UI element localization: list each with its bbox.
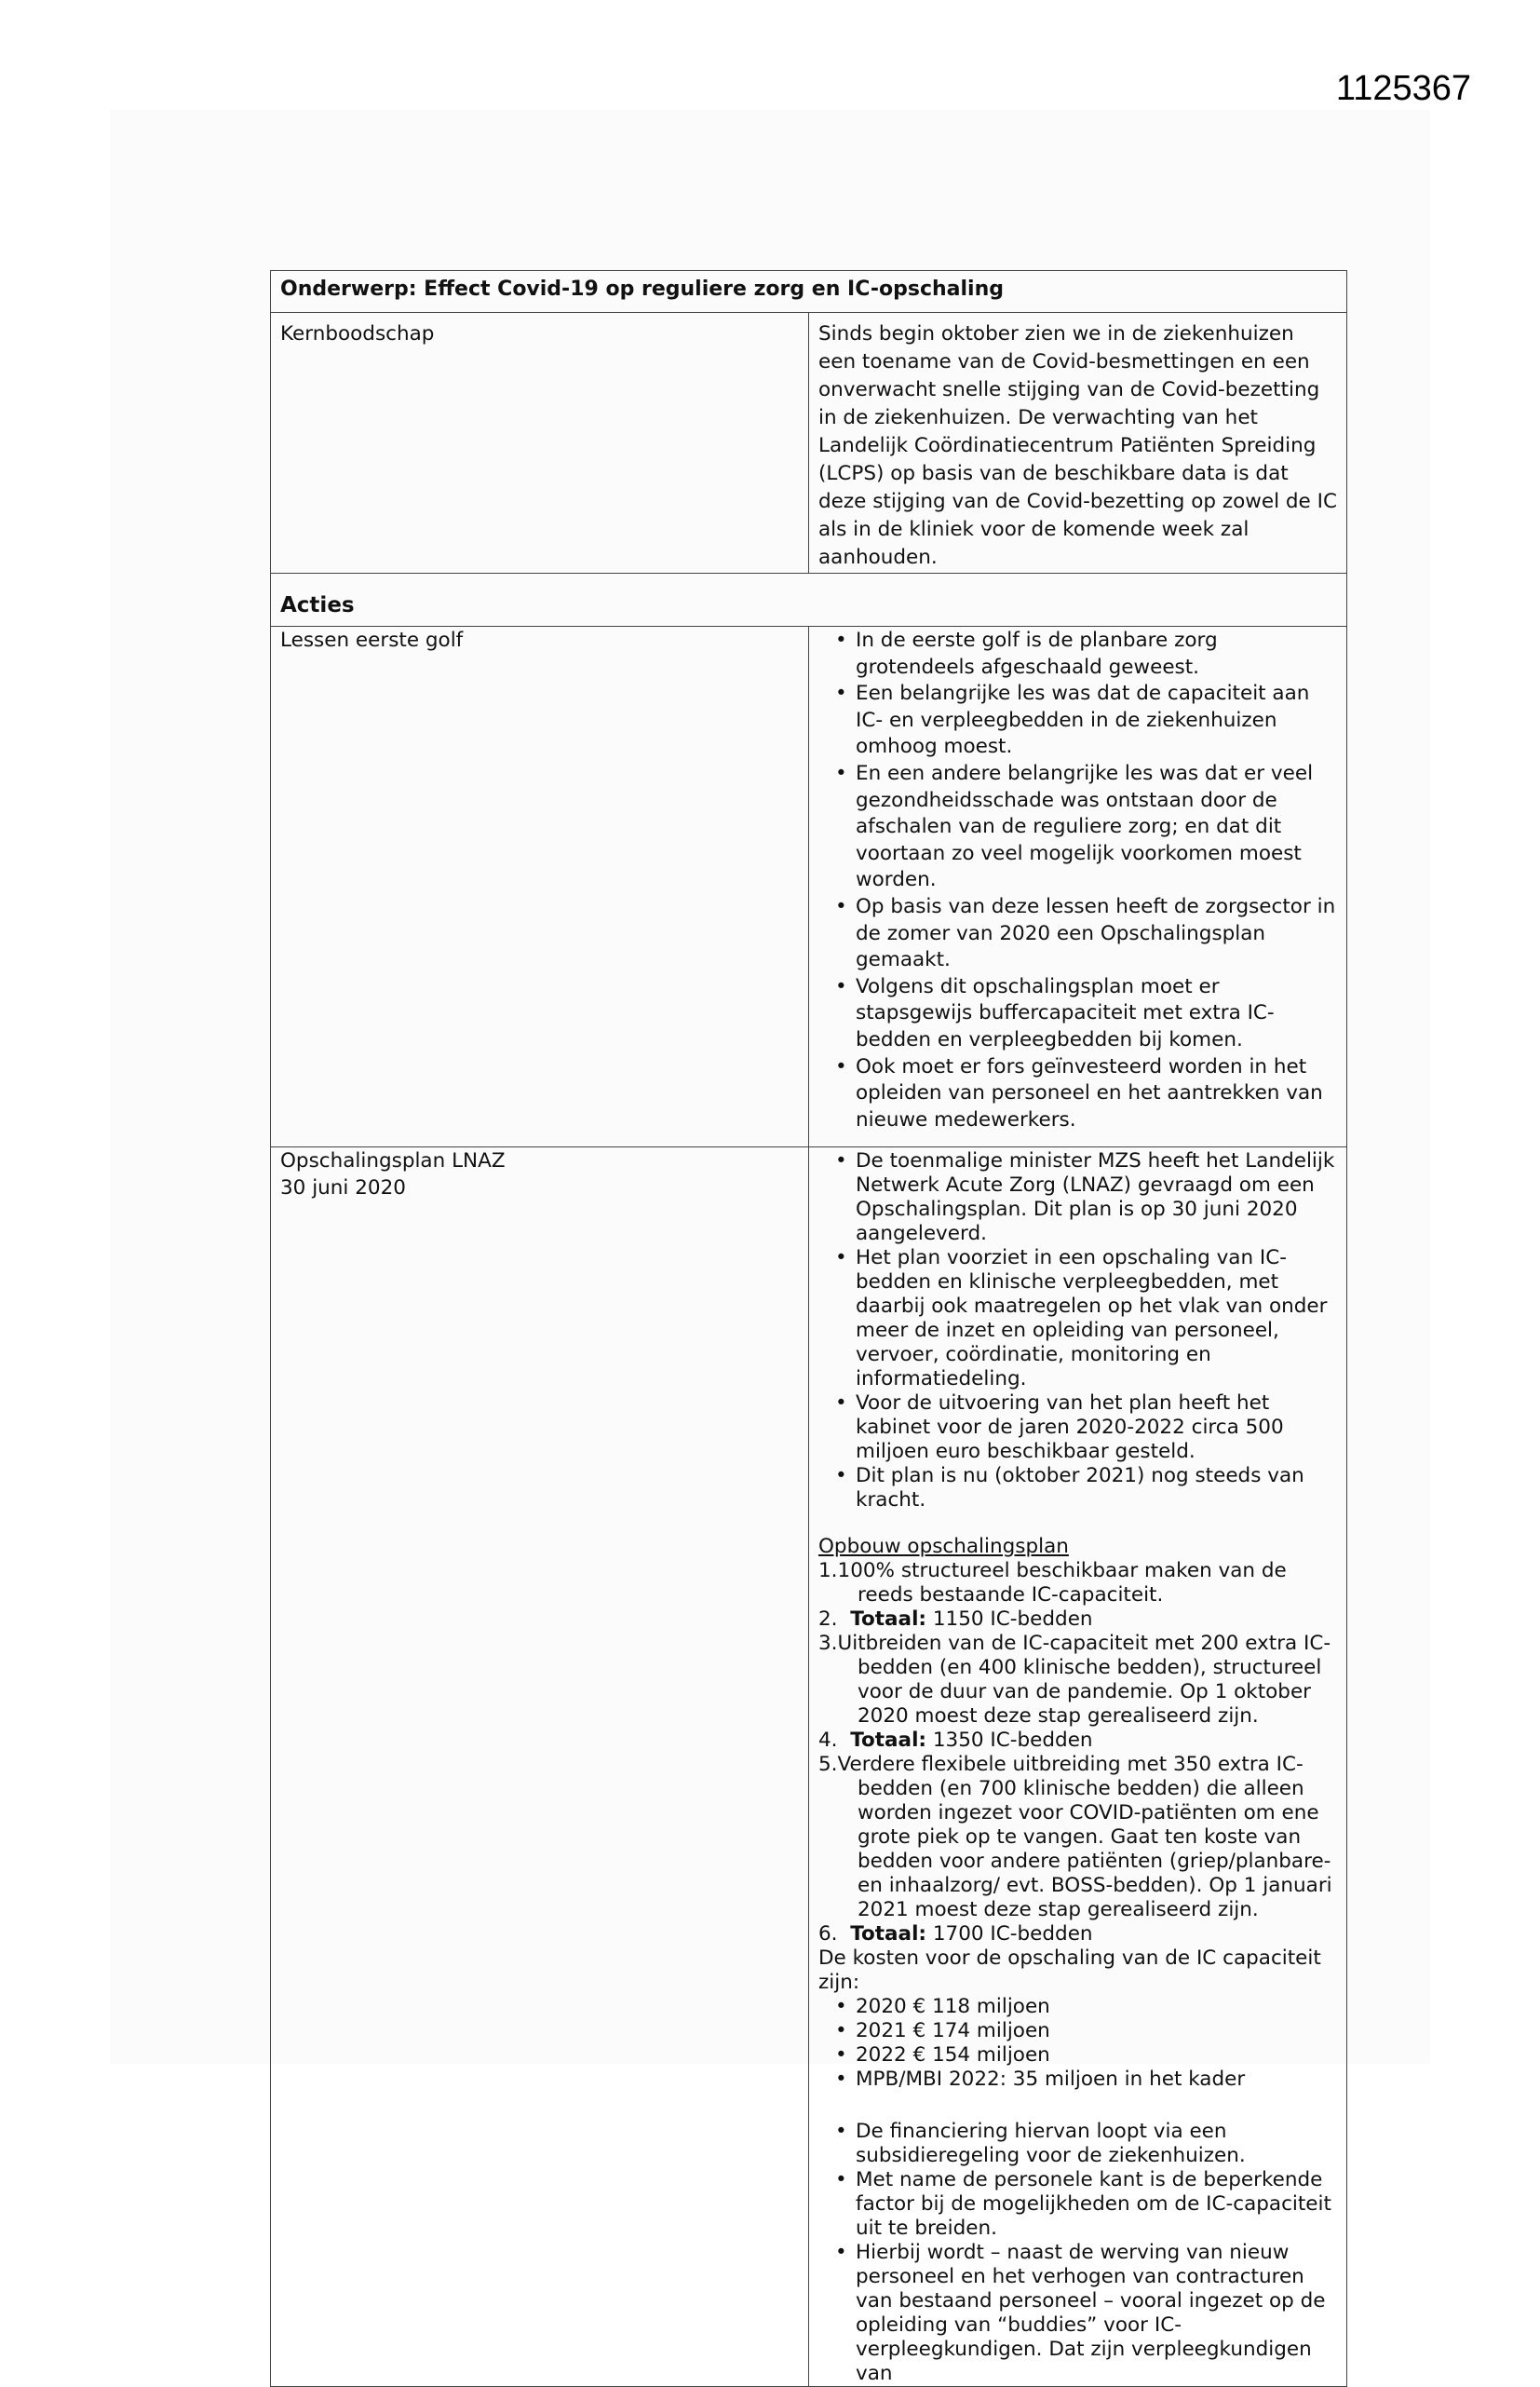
list-item: • MPB/MBI 2022: 35 miljoen in het kader (818, 2068, 1337, 2092)
kernboodschap-text: Sinds begin oktober zien we in de ziekenhuizen een toename van de Covid-besmettingen en een onverwacht snelle stijging van de Covid-bezetting in de ziekenhuizen. De verwachting van het Landelijk Coördinatiecentrum Patiënten Spreiding (LCPS) op basis van de beschikbare data is dat deze stijging van de Covid-bezetting op zowel de IC als in de kliniek voor de komende week zal aanhouden. (809, 313, 1347, 574)
step-bold: Totaal: (850, 1607, 927, 1632)
step-number: 5. (818, 1753, 838, 1777)
step-text: 1350 IC-bedden (926, 1729, 1093, 1753)
step-text: 1150 IC-bedden (926, 1607, 1093, 1632)
lessen-content (809, 627, 1347, 1147)
step-number: 6. (818, 1922, 838, 1946)
subject-title: Onderwerp: Effect Covid-19 op reguliere zorg en IC-opschaling (280, 278, 1004, 301)
plan-row (271, 1147, 1347, 2387)
step-item (818, 1729, 1337, 1753)
lessen-list (818, 628, 1337, 1133)
step-text: 1700 IC-bedden (926, 1922, 1093, 1946)
step-item (818, 1753, 1337, 1922)
plan-label-line2: 30 juni 2020 (280, 1176, 406, 1200)
list-item: • 2022 € 154 miljoen (818, 2043, 1337, 2068)
kosten-intro: De kosten voor de opschaling van de IC capaciteit zijn: (818, 1946, 1321, 1995)
final-list (818, 2120, 1337, 2386)
step-bold: Totaal: (850, 1729, 927, 1753)
step-text: 100% structureel beschikbaar maken van de reeds bestaande IC-capaciteit. (837, 1559, 1287, 1607)
list-item: • Voor de uitvoering van het plan heeft het kabinet voor de jaren 2020-2022 circa 500 miljoen euro beschikbaar gesteld. (818, 1391, 1337, 1464)
step-item (818, 1607, 1337, 1632)
list-item: • 2020 € 118 miljoen (818, 1995, 1337, 2019)
list-item: • De financiering hiervan loopt via een subsidieregeling voor de ziekenhuizen. (818, 2120, 1337, 2168)
kernboodschap-row (271, 313, 1347, 574)
plan-label-line1: Opschalingsplan LNAZ (280, 1149, 506, 1173)
step-text: Uitbreiden van de IC-capaciteit met 200 extra IC-bedden (en 400 klinische bedden), structureel voor de duur van de pandemie. Op 1 oktober 2020 moest deze stap gerealiseerd zijn. (837, 1632, 1331, 1729)
step-item (818, 1922, 1337, 1946)
kosten-list (818, 1995, 1337, 2092)
memo-table (270, 270, 1347, 2387)
step-bold: Totaal: (850, 1922, 927, 1946)
opbouw-steps (818, 1559, 1337, 1946)
opbouw-heading: Opbouw opschalingsplan (818, 1535, 1069, 1559)
list-item: • Volgens dit opschalingsplan moet er stapsgewijs buffercapaciteit met extra IC-bedden en verpleegbedden bij komen. (818, 974, 1337, 1054)
document-number: 1125367 (1335, 69, 1471, 108)
list-item: • In de eerste golf is de planbare zorg grotendeels afgeschaald geweest. (818, 628, 1337, 681)
list-item: • Een belangrijke les was dat de capaciteit aan IC- en verpleegbedden in de ziekenhuizen omhoog moest. (818, 681, 1337, 761)
list-item: • En een andere belangrijke les was dat er veel gezondheidsschade was ontstaan door de afschalen van de reguliere zorg; en dat dit voortaan zo veel mogelijk voorkomen moest worden. (818, 761, 1337, 894)
step-number: 3. (818, 1632, 838, 1656)
list-item: • Hierbij wordt – naast de werving van nieuw personeel en het verhogen van contracturen van bestaand personeel – vooral ingezet op de opleiding van “buddies” voor IC-verpleegkundigen. Dat zijn verpleegkundigen van (818, 2241, 1337, 2386)
list-item: • 2021 € 174 miljoen (818, 2019, 1337, 2043)
lessen-row (271, 627, 1347, 1147)
lessen-label: Lessen eerste golf (271, 627, 809, 1147)
acties-row (271, 574, 1347, 627)
step-number: 1. (818, 1559, 838, 1583)
subject-cell (271, 271, 1347, 313)
subject-row (271, 271, 1347, 313)
list-item: • De toenmalige minister MZS heeft het Landelijk Netwerk Acute Zorg (LNAZ) gevraagd om een Opschalingsplan. Dit plan is op 30 juni 2020 aangeleverd. (818, 1149, 1337, 1246)
acties-heading: Acties (271, 574, 1347, 627)
list-item: • Op basis van deze lessen heeft de zorgsector in de zomer van 2020 een Opschalingsplan gemaakt. (818, 894, 1337, 974)
step-number: 2. (818, 1607, 838, 1632)
step-text: Verdere flexibele uitbreiding met 350 extra IC-bedden (en 700 klinische bedden) die alleen worden ingezet voor COVID-patiënten om ene grote piek op te vangen. Gaat ten koste van bedden voor andere patiënten (griep/planbare- en inhaalzorg/ evt. BOSS-bedden). Op 1 januari 2021 moest deze stap gerealiseerd zijn. (837, 1753, 1332, 1922)
step-item (818, 1559, 1337, 1607)
list-item: • Dit plan is nu (oktober 2021) nog steeds van kracht. (818, 1464, 1337, 1512)
list-item: • Ook moet er fors geïnvesteerd worden in het opleiden van personeel en het aantrekken van nieuwe medewerkers. (818, 1054, 1337, 1134)
step-item (818, 1632, 1337, 1729)
step-number: 4. (818, 1729, 838, 1753)
plan-content (809, 1147, 1347, 2387)
plan-label (271, 1147, 809, 2387)
list-item: • Het plan voorziet in een opschaling van IC-bedden en klinische verpleegbedden, met daarbij ook maatregelen op het vlak van onder meer de inzet en opleiding van personeel, vervoer, coördinatie, monitoring en informatiedeling. (818, 1246, 1337, 1391)
kernboodschap-label: Kernboodschap (271, 313, 809, 574)
list-item: • Met name de personele kant is de beperkende factor bij de mogelijkheden om de IC-capaciteit uit te breiden. (818, 2168, 1337, 2241)
plan-intro-list (818, 1149, 1337, 1512)
